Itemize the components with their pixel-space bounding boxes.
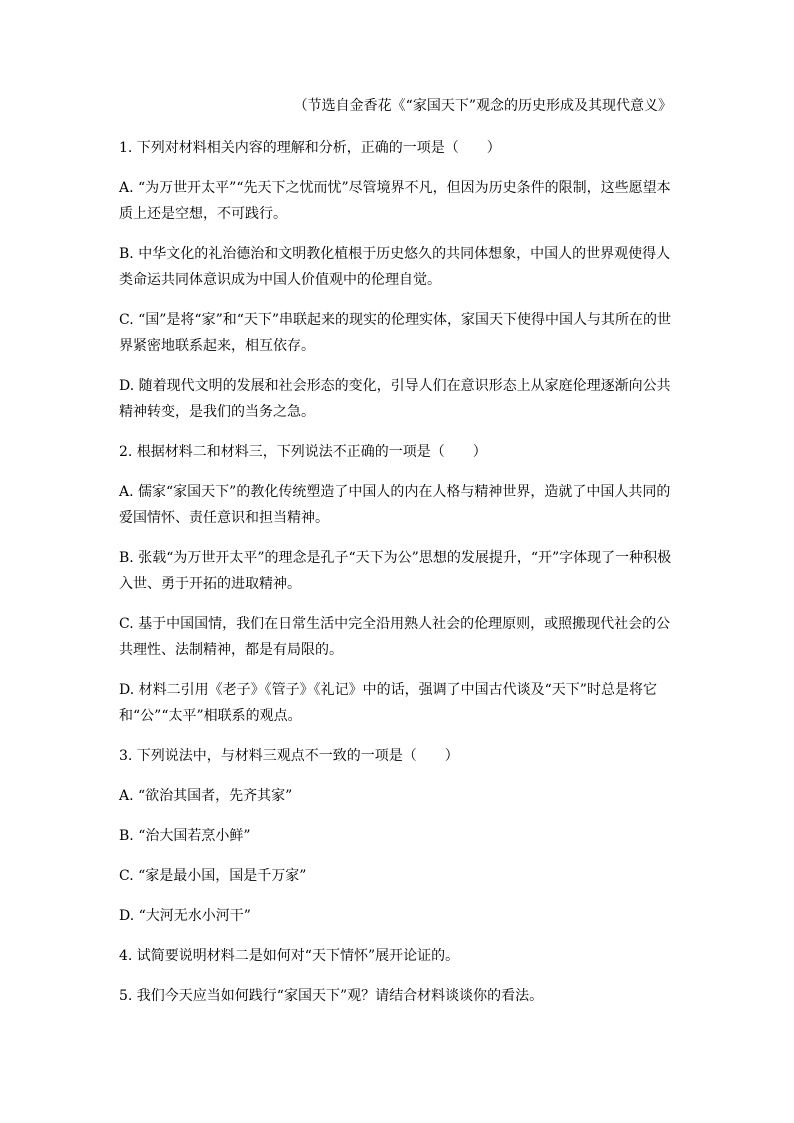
question-2-option-d: D. 材料二引用《老子》《管子》《礼记》中的话，强调了中国古代谈及“天下”时总是将它和“公”“太平”相联系的观点。 — [119, 682, 657, 724]
question-1-option-a: A. “为万世开太平”“先天下之忧而忧”尽管境界不凡，但因为历史条件的限制，这些愿望本质上还是空想，不可践行。 — [119, 180, 671, 222]
question-3-option-c: C. “家是最小国，国是千万家” — [119, 868, 307, 884]
question-1-option-d: D. 随着现代文明的发展和社会形态的变化，引导人们在意识形态上从家庭伦理逐渐向公共精神转变，是我们的当务之急。 — [119, 378, 671, 420]
source-citation: （节选自金香花《“家国天下”观念的历史形成及其现代意义》 — [293, 98, 672, 114]
question-1-option-b: B. 中华文化的礼治德治和文明教化植根于历史悠久的共同体想象，中国人的世界观使得人类命运共同体意识成为中国人价值观中的伦理自觉。 — [119, 246, 671, 288]
question-3-option-d: D. “大河无水小河干” — [119, 908, 251, 924]
question-2-option-c: C. 基于中国国情，我们在日常生活中完全沿用熟人社会的伦理原则，或照搬现代社会的公共理性、法制精神，都是有局限的。 — [119, 616, 671, 658]
question-1-stem: 1. 下列对材料相关内容的理解和分析，正确的一项是（ ） — [119, 140, 501, 156]
question-3-option-a: A. “欲治其国者，先齐其家” — [119, 788, 293, 804]
question-5-stem: 5. 我们今天应当如何践行“家国天下”观？请结合材料谈谈你的看法。 — [119, 988, 544, 1004]
question-2-option-b: B. 张载“为万世开太平”的理念是孔子“天下为公”思想的发展提升，“开”字体现了一种积极入世、勇于开拓的进取精神。 — [119, 550, 672, 592]
question-4-stem: 4. 试简要说明材料二是如何对“天下情怀”展开论证的。 — [119, 948, 460, 964]
question-content — [119, 135, 674, 1023]
question-2-option-a: A. 儒家“家国天下”的教化传统塑造了中国人的内在人格与精神世界，造就了中国人共同的爱国情怀、责任意识和担当精神。 — [119, 484, 671, 526]
question-3-option-b: B. “治大国若烹小鲜” — [119, 828, 251, 844]
question-3-stem: 3. 下列说法中，与材料三观点不一致的一项是（ ） — [119, 748, 459, 764]
question-1-option-c: C. “国”是将“家”和“天下”串联起来的现实的伦理实体，家国天下使得中国人与其所在的世界紧密地联系起来，相互依存。 — [119, 312, 672, 354]
question-2-stem: 2. 根据材料二和材料三，下列说法不正确的一项是（ ） — [119, 444, 487, 460]
